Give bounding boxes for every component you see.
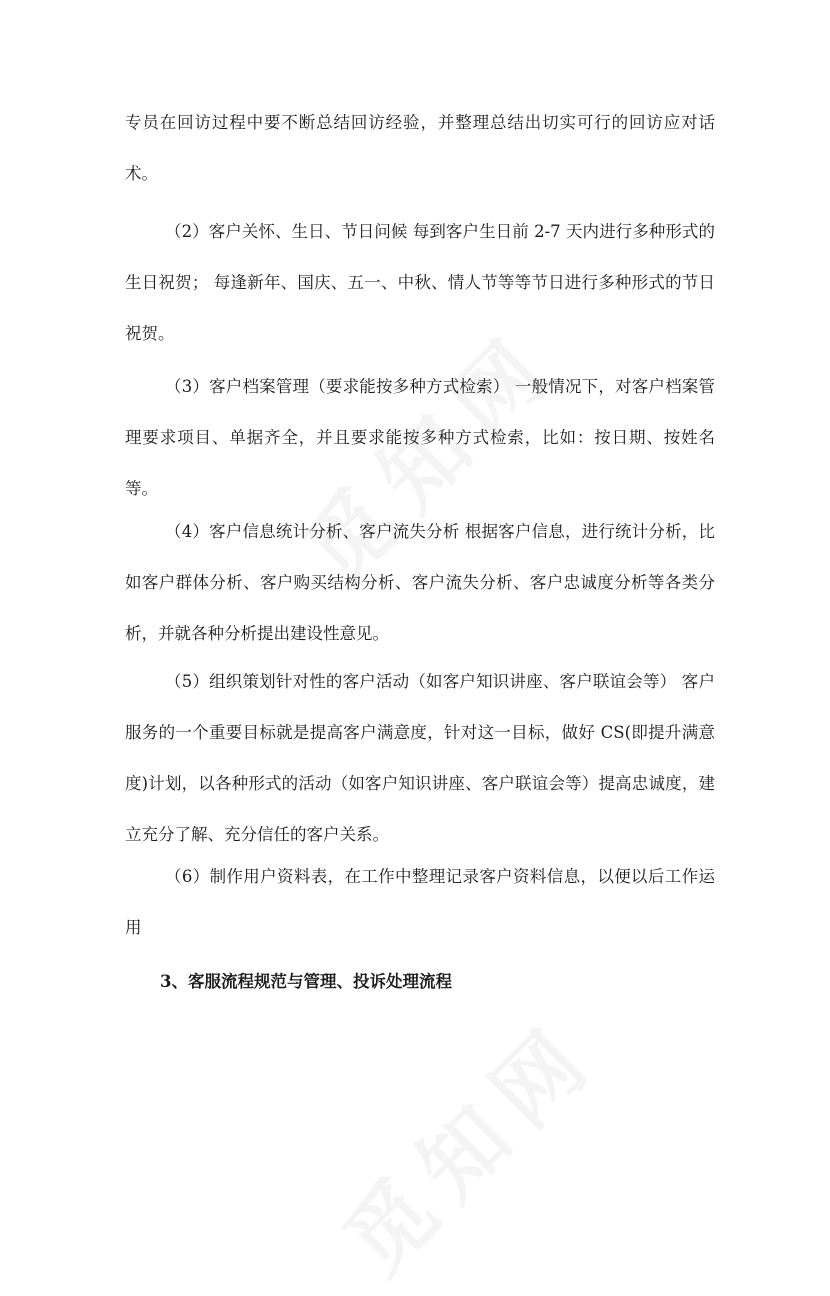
paragraph-continuation: 专员在回访过程中要不断总结回访经验，并整理总结出切实可行的回访应对话术。 [125, 113, 715, 183]
paragraph-customer-activities: （5）组织策划针对性的客户活动（如客户知识讲座、客户联谊会等） 客户服务的一个重要目标就是提高客户满意度，针对这一目标，做好 CS(即提升满意度)计划，以各种形式的活动（如客户知识讲座、客户联谊会等）提高忠诚度，建立充分了解、充分信任的客户关系。 [125, 672, 715, 844]
paragraph-customer-care: （2）客户关怀、生日、节日问候 每到客户生日前 2-7 天内进行多种形式的生日祝贺； 每逢新年、国庆、五一、中秋、情人节等等节日进行多种形式的节日祝贺。 [125, 222, 715, 343]
paragraph-customer-data-sheet: （6）制作用户资料表，在工作中整理记录客户资料信息，以便以后工作运用 [125, 867, 715, 937]
watermark-lower [312, 988, 620, 1296]
paragraph-customer-archive: （3）客户档案管理（要求能按多种方式检索） 一般情况下，对客户档案管理要求项目、单据齐全，并且要求能按多种方式检索，比如：按日期、按姓名等。 [125, 377, 715, 498]
section-heading: 3、客服流程规范与管理、投诉处理流程 [160, 972, 452, 991]
paragraph-statistics-analysis: （4）客户信息统计分析、客户流失分析 根据客户信息，进行统计分析，比如客户群体分析、客户购买结构分析、客户流失分析、客户忠诚度分析等各类分析，并就各种分析提出建设性意见。 [125, 522, 715, 643]
